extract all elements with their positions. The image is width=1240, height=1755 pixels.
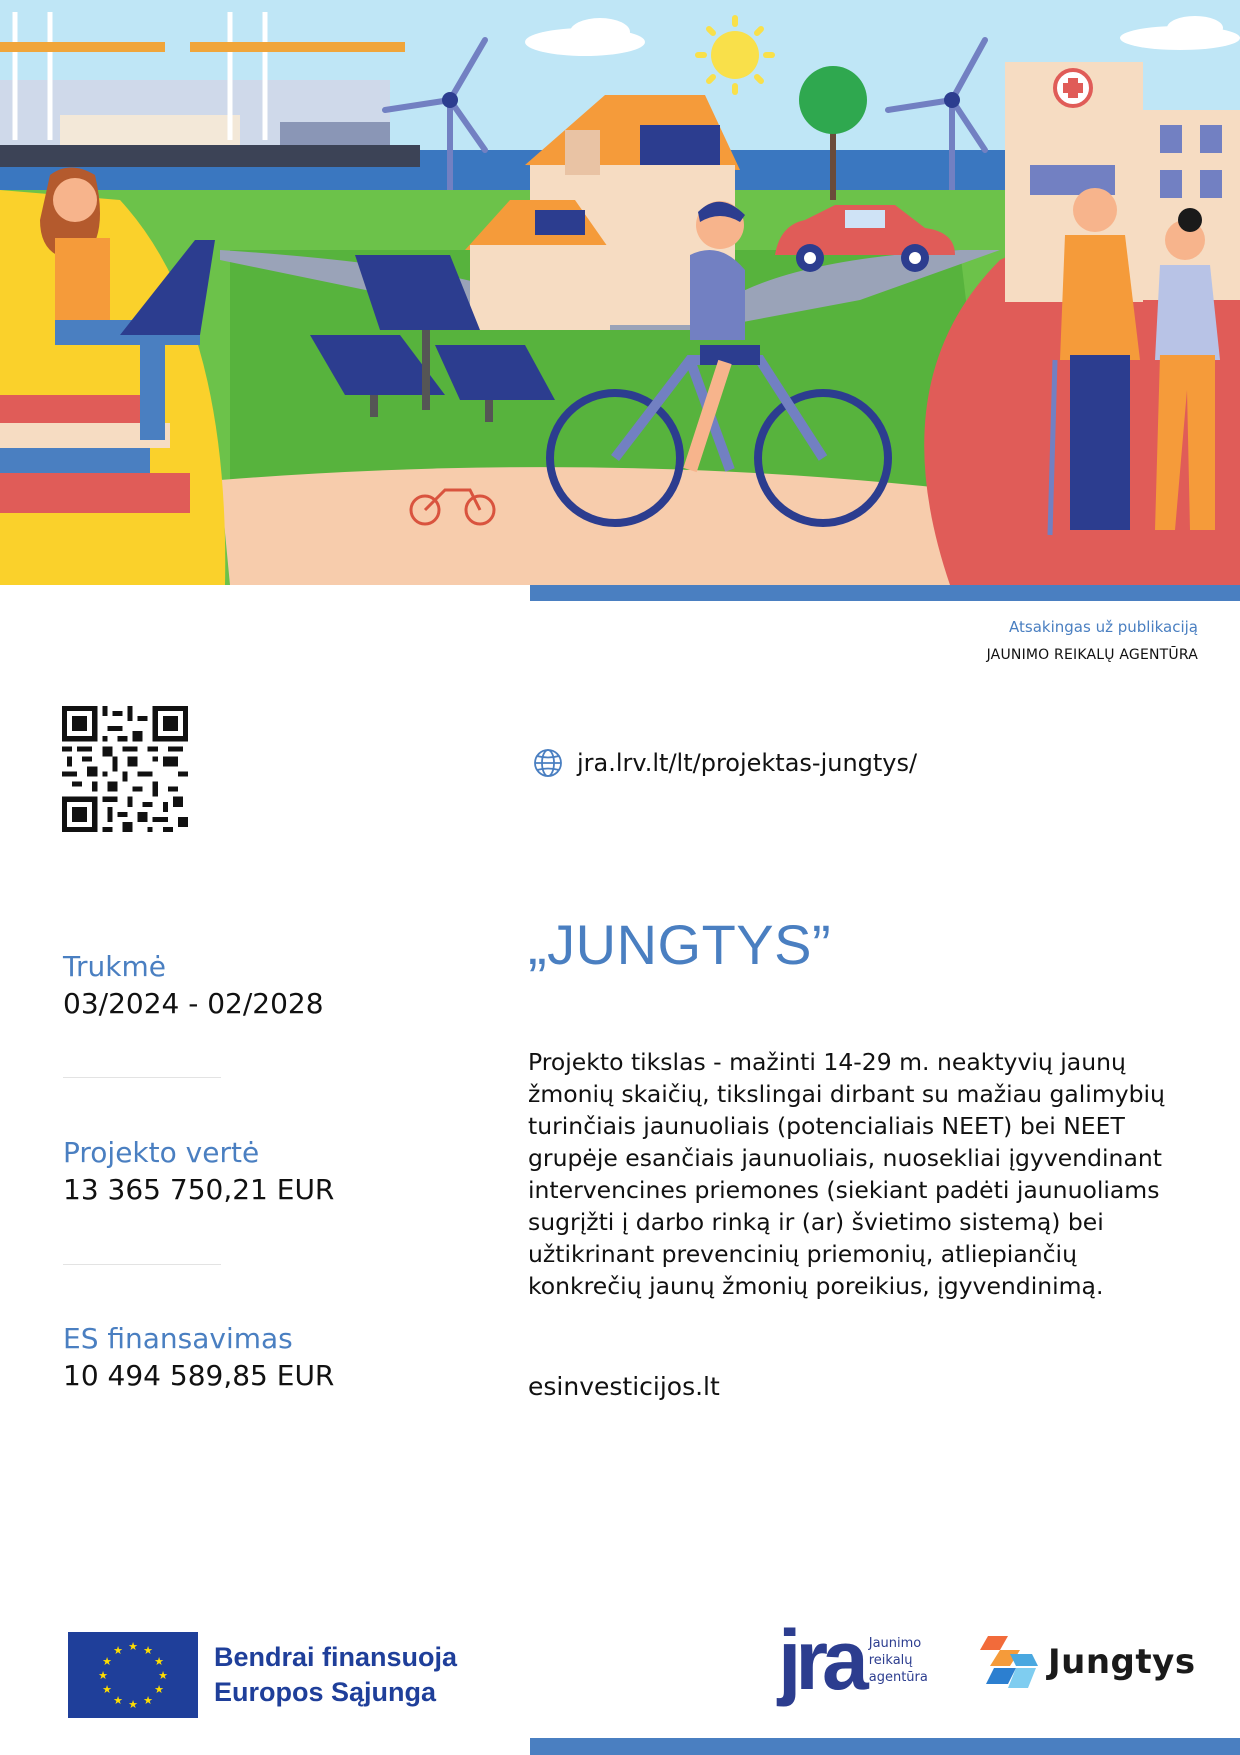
svg-text:★: ★: [102, 1683, 112, 1696]
eu-cofunded-text: [214, 1640, 457, 1710]
project-title: „JUNGTYS”: [528, 913, 832, 976]
accent-bar-bottom: [530, 1738, 1240, 1755]
jungtys-mark-icon: [980, 1634, 1038, 1690]
globe-icon: [533, 748, 563, 778]
fact-duration: [63, 950, 324, 1022]
fact-label: Trukmė: [63, 950, 166, 983]
project-link[interactable]: [533, 748, 917, 778]
divider: [63, 1077, 221, 1078]
svg-text:★: ★: [128, 1640, 138, 1653]
eu-cofunded-logo: [68, 1632, 457, 1718]
fact-value: 03/2024 - 02/2028: [63, 987, 324, 1020]
fact-value: 13 365 750,21 EUR: [63, 1173, 335, 1206]
accent-bar-top: [530, 585, 1240, 601]
jra-line-1: Jaunimo: [868, 1635, 922, 1651]
fact-label: Projekto vertė: [63, 1136, 260, 1169]
qr-code[interactable]: [62, 706, 188, 832]
svg-text:★: ★: [98, 1669, 108, 1682]
eu-flag-icon: [68, 1632, 198, 1718]
esinvesticijos-link[interactable]: esinvesticijos.lt: [528, 1372, 720, 1401]
svg-text:★: ★: [143, 1694, 153, 1707]
jra-line-3: agentūra: [868, 1669, 928, 1685]
fact-project-value: [63, 1136, 334, 1208]
publisher-label: Atsakingas už publikaciją: [1009, 618, 1198, 636]
svg-text:★: ★: [102, 1655, 112, 1668]
svg-text:★: ★: [154, 1683, 164, 1696]
publisher-block: [987, 617, 1198, 665]
jra-line-2: reikalų: [868, 1652, 913, 1668]
eu-line-1: Bendrai finansuoja: [214, 1642, 458, 1672]
jra-mark: jra: [778, 1613, 863, 1707]
divider: [63, 1264, 221, 1265]
jra-logo: [778, 1613, 928, 1707]
jungtys-wordmark: Jungtys: [1048, 1642, 1196, 1682]
publisher-name: JAUNIMO REIKALŲ AGENTŪRA: [986, 647, 1198, 663]
fact-value: 10 494 589,85 EUR: [63, 1359, 335, 1392]
svg-text:★: ★: [154, 1655, 164, 1668]
fact-label: ES finansavimas: [63, 1322, 293, 1355]
svg-text:★: ★: [143, 1644, 153, 1657]
svg-text:★: ★: [113, 1644, 123, 1657]
jungtys-logo: [980, 1634, 1196, 1690]
hero-illustration: [0, 0, 1240, 585]
jra-text: [869, 1635, 928, 1686]
fact-eu-funding: [63, 1322, 334, 1394]
svg-text:★: ★: [113, 1694, 123, 1707]
eu-line-2: Europos Sąjunga: [214, 1677, 437, 1707]
project-description: Projekto tikslas - mažinti 14-29 m. neaktyvių jaunų žmonių skaičių, tikslingai dirbant su mažiau galimybių turinčiais jaunuoliais (potencialiais NEET) bei NEET grupėje esančiais jaunuoliais, nuosekliai įgyvendinant intervencines priemones (siekiant padėti jaunuoliams sugrįžti į darbo rinką ir (ar) švietimo sistemą) bei užtikrinant prevencinių priemonių, atliepiančių konkrečių jaunų žmonių poreikius, įgyvendinimą.: [528, 1048, 1165, 1300]
project-link-text[interactable]: jra.lrv.lt/lt/projektas-jungtys/: [577, 749, 918, 777]
svg-text:★: ★: [158, 1669, 168, 1682]
svg-text:★: ★: [128, 1698, 138, 1711]
